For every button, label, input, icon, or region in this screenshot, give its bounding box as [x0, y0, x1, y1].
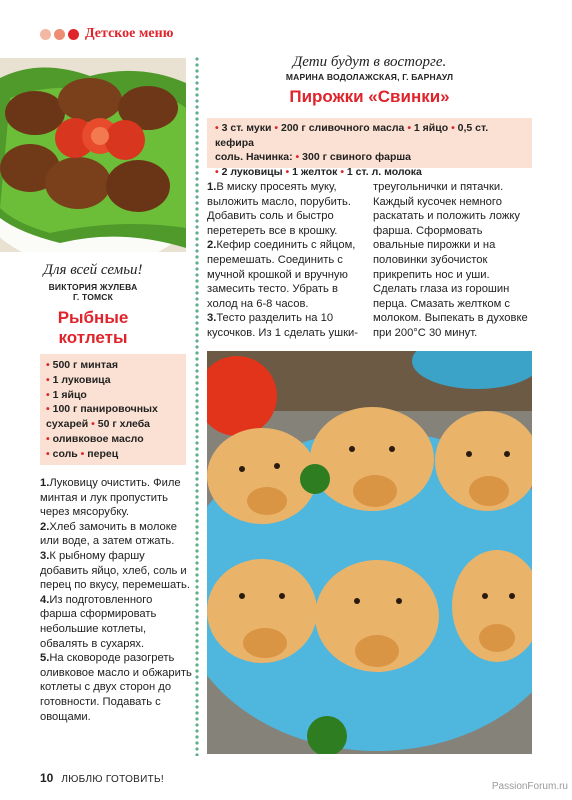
- step-paragraph: 1.В миску просеять муку, выложить масло, порубить. Добавить соль и быстро перетереть все в крошку.: [207, 181, 351, 237]
- right-ingredients-box: [207, 118, 532, 178]
- left-author-city: Г. ТОМСК: [72, 292, 114, 302]
- magazine-name: ЛЮБЛЮ ГОТОВИТЬ!: [61, 774, 164, 785]
- ingredient-item: сухарей • 50 г хлеба: [46, 418, 151, 431]
- right-steps-continuation: треугольнички и пятачки. Каждый кусочек немного раскатать и положить ложку фарша. Сформовать овальные пирожки и на половинки зубочисток прикрепить нос и уши. Сделать глаза из горошин перца. Смазать желтком с молоком. Выпекать в духовке при 200°С 30 минут.: [373, 181, 528, 339]
- header-dot-dark: [68, 29, 79, 40]
- step-paragraph: 4.Из подготовленного фарша сформировать небольшие котлеты, обвалять в сухарях.: [40, 593, 157, 650]
- watermark: PassionForum.ru: [491, 781, 568, 792]
- pig-buns-photo: [207, 351, 532, 754]
- section-title: Детское меню: [85, 26, 174, 41]
- left-ingredients-box: [40, 354, 186, 465]
- step-paragraph: 5.На сковороде разогреть оливковое масло и обжарить котлеты с двух сторон до готовности. Подавать с овощами.: [40, 652, 192, 723]
- left-title-line1: Рыбные: [57, 308, 129, 327]
- right-recipe-title: Пирожки «Свинки»: [289, 87, 450, 106]
- left-author: [0, 282, 186, 302]
- step-paragraph: 1.Луковицу очистить. Филе минтая и лук пропустить через мясорубку.: [40, 477, 181, 519]
- right-subtitle: Дети будут в восторге.: [292, 54, 447, 70]
- ingredient-item: • 1 яйцо: [46, 388, 87, 401]
- left-title-line2: котлеты: [58, 328, 128, 347]
- ingredient-line: • 3 ст. муки • 200 г сливочного масла • 1 яйцо • 0,5 ст. кефира: [215, 122, 489, 149]
- left-steps: [40, 476, 192, 724]
- ingredient-line: • 2 луковицы • 1 желток • 1 ст. л. молока: [215, 165, 422, 178]
- ingredient-item: • 500 г минтая: [46, 359, 119, 371]
- ingredient-item: • оливковое масло: [46, 432, 144, 445]
- left-author-name: ВИКТОРИЯ ЖУЛЕВА: [48, 282, 138, 292]
- right-author: МАРИНА ВОДОЛАЖСКАЯ, Г. БАРНАУЛ: [285, 72, 454, 82]
- section-header: [40, 26, 173, 42]
- header-dot-medium: [54, 29, 65, 40]
- ingredient-item: • 1 луковица: [46, 373, 111, 386]
- left-recipe-title: [0, 308, 186, 348]
- step-paragraph: 3.К рыбному фаршу добавить яйцо, хлеб, соль и перец по вкусу, перемешать.: [40, 549, 190, 592]
- step-paragraph: 2.Кефир соединить с яйцом, перемешать. Соединить с мучной крошкой и вручную замесить тесто. Убрать в холод на 6-8 часов.: [207, 239, 356, 310]
- column-divider: [194, 56, 200, 756]
- page-number: 10: [40, 771, 54, 785]
- ingredient-item: • 100 г панировочных: [46, 403, 158, 416]
- step-paragraph: 2.Хлеб замочить в молоке или воде, а затем отжать.: [40, 520, 177, 548]
- ingredient-line: соль. Начинка: • 300 г свиного фарша: [215, 151, 411, 163]
- header-dot-light: [40, 29, 51, 40]
- ingredient-item: • соль • перец: [46, 447, 119, 460]
- fish-cutlets-photo: [0, 58, 186, 252]
- page-footer: [40, 771, 164, 785]
- left-subtitle: Для всей семьи!: [43, 262, 143, 278]
- step-paragraph: 3.Тесто разделить на 10 кусочков. Из 1 сделать ушки-: [207, 312, 358, 339]
- right-steps: [207, 180, 365, 341]
